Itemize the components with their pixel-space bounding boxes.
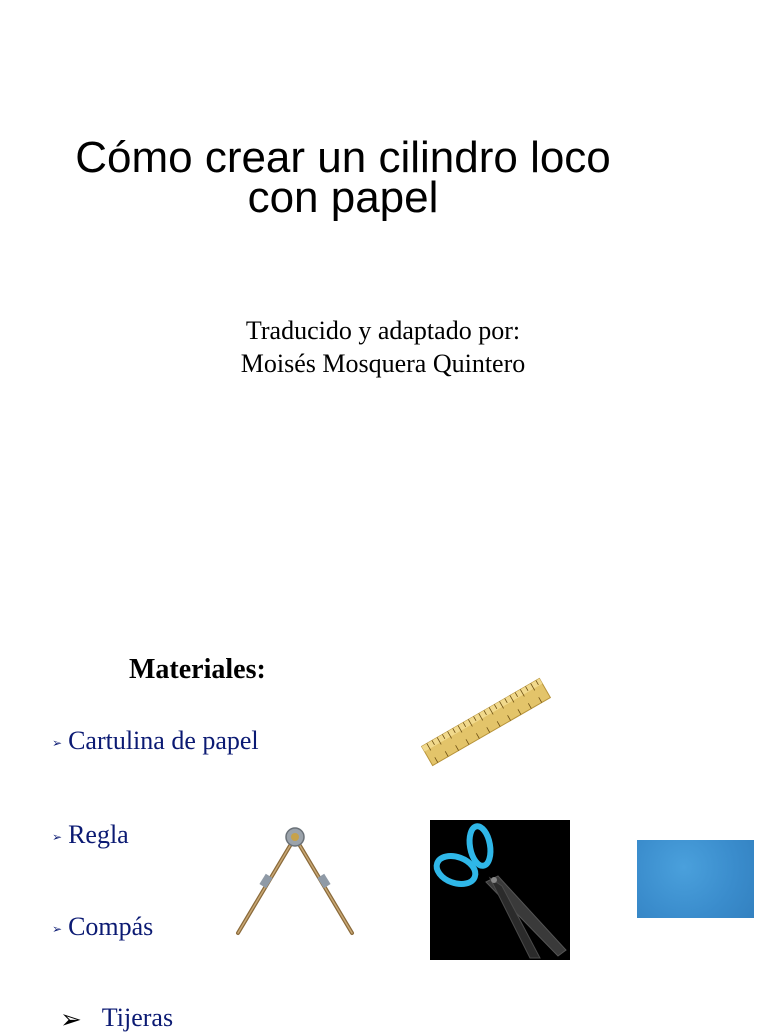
list-item-label: Compás xyxy=(68,912,154,941)
list-item xyxy=(52,912,153,942)
scissors-icon xyxy=(430,820,570,960)
compass-image xyxy=(232,825,358,937)
credits xyxy=(150,314,616,380)
title-line-1: Cómo crear un cilindro loco xyxy=(75,133,611,182)
list-item-label: Tijeras xyxy=(101,1003,174,1032)
scissors-image xyxy=(430,820,570,960)
credits-author: Moisés Mosquera Quintero xyxy=(240,349,526,378)
arrow-bullet-icon: ➢ xyxy=(52,829,63,844)
title-line-2: con papel xyxy=(247,173,439,222)
list-item xyxy=(60,1003,173,1035)
ruler-image xyxy=(418,672,554,772)
arrow-bullet-icon: ➢ xyxy=(52,921,63,936)
list-item xyxy=(52,820,129,850)
page-title xyxy=(0,133,686,222)
list-item-label: Regla xyxy=(68,820,129,849)
list-item xyxy=(52,726,259,756)
list-item-label: Cartulina de papel xyxy=(68,726,259,755)
arrow-bullet-icon: ➢ xyxy=(52,735,63,750)
blue-cardstock-image xyxy=(637,840,754,918)
credits-line-1: Traducido y adaptado por: xyxy=(245,316,521,345)
arrow-bullet-icon: ➢ xyxy=(60,1005,82,1035)
materials-heading: Materiales: xyxy=(129,654,266,685)
